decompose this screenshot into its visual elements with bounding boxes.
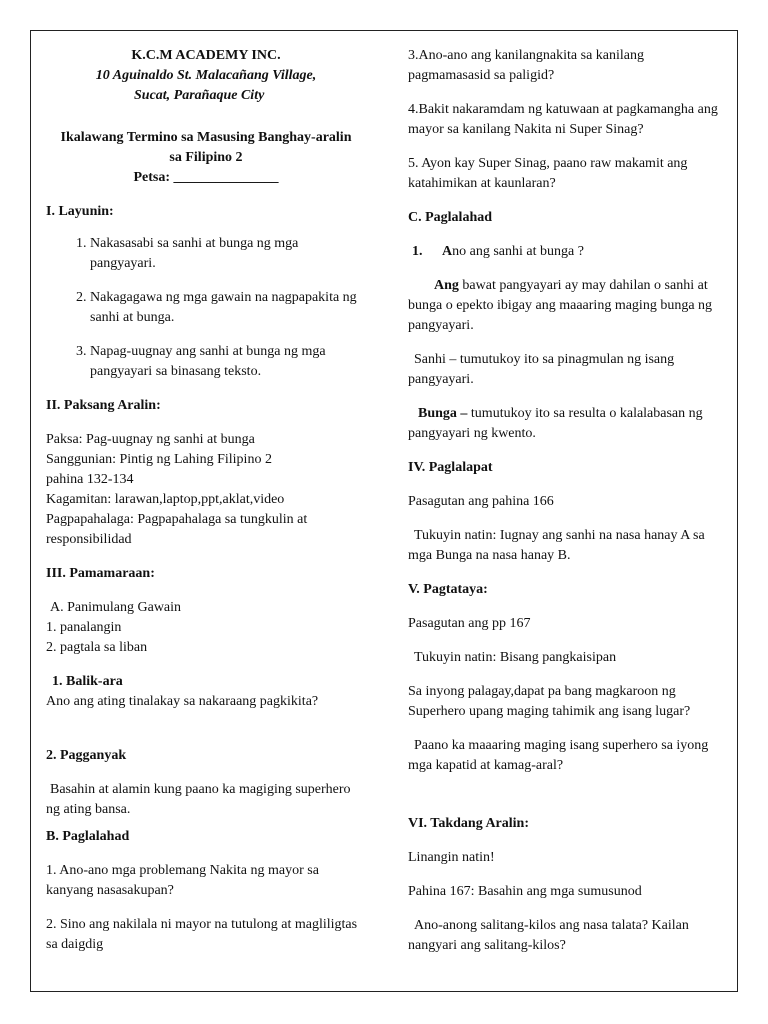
document-title-1: Ikalawang Termino sa Masusing Banghay-aralin	[60, 130, 352, 145]
panimula-item: 2. pagtala sa liban	[46, 640, 148, 655]
question-item: 2. Sino ang nakilala ni mayor na tutulong at magliligtas sa daigdig	[46, 917, 358, 952]
takdang-aralin-line: Ano-anong salitang-kilos ang nasa talata? Kailan nangyari ang salitang-kilos?	[408, 918, 689, 953]
school-name: K.C.M ACADEMY INC.	[131, 48, 281, 63]
question-item: 4.Bakit nakaramdam ng katuwaan at pagkamangha ang mayor sa kanilang Nakita ni Super Sinag?	[408, 102, 718, 137]
paksang-aralin-block	[46, 430, 366, 550]
date-line: Petsa: _______________	[133, 170, 279, 185]
paglalapat-heading: IV. Paglalapat	[408, 460, 493, 475]
sanhi-definition: Sanhi – tumutukoy ito sa pinagmulan ng isang pangyayari.	[408, 352, 675, 387]
question-item: 5. Ayon kay Super Sinag, paano raw makamit ang katahimikan at kaunlaran?	[408, 156, 688, 191]
objective-item: 3. Napag-uugnay ang sanhi at bunga ng mga pangyayari sa binasang teksto.	[90, 342, 366, 382]
pagtataya-line: Tukuyin natin: Bisang pangkaisipan	[414, 650, 617, 665]
pagtataya-line: Pasagutan ang pp 167	[408, 616, 531, 631]
paglalapat-line: Pasagutan ang pahina 166	[408, 494, 554, 509]
paglalapat-line: Tukuyin natin: Iugnay ang sanhi na nasa hanay A sa mga Bunga na nasa hanay B.	[408, 528, 705, 563]
question-number: 1.	[412, 244, 423, 259]
sanhi-bunga-question	[408, 242, 724, 262]
pagpapahalaga-line: Pagpapahalaga: Pagpapahalaga sa tungkulin at responsibilidad	[46, 512, 308, 547]
paksa-line: Paksa: Pag-uugnay ng sanhi at bunga	[46, 432, 255, 447]
address-line-1: 10 Aguinaldo St. Malacañang Village,	[95, 68, 317, 83]
objective-item: 1. Nakasasabi sa sanhi at bunga ng mga pangyayari.	[90, 234, 366, 274]
question-rest: no ang sanhi at bunga ?	[452, 244, 584, 259]
question-item: 3.Ano-ano ang kanilangnakita sa kanilang pagmamasasid sa paligid?	[408, 48, 644, 83]
definition-rest: bawat pangyayari ay may dahilan o sanhi at bunga o epekto ibigay ang maaaring maging bunga ng pangyayari.	[408, 278, 713, 333]
paglalahad-c-heading: C. Paglalahad	[408, 210, 493, 225]
objective-item: 2. Nakagagawa ng mga gawain na nagpapakita ng sanhi at bunga.	[90, 288, 366, 328]
bunga-rest: tumutukoy ito sa resulta o kalalabasan ng pangyayari ng kwento.	[408, 406, 703, 441]
question-first-letter: A	[442, 244, 453, 259]
kagamitan-line: Kagamitan: larawan,laptop,ppt,aklat,video	[46, 492, 285, 507]
sanggunian-line: Sanggunian: Pintig ng Lahing Filipino 2	[46, 452, 272, 467]
paglalahad-b-heading: B. Paglalahad	[46, 829, 130, 844]
document-title-2: sa Filipino 2	[169, 150, 243, 165]
address-line-2: Sucat, Parañaque City	[134, 88, 265, 103]
definition-lead: Ang	[434, 278, 459, 293]
panimula-item: 1. panalangin	[46, 620, 122, 635]
pagganyak-text: Basahin at alamin kung paano ka magiging superhero ng ating bansa.	[46, 782, 351, 817]
balik-ara-text: Ano ang ating tinalakay sa nakaraang pagkikita?	[46, 694, 319, 709]
right-column	[408, 46, 724, 956]
pagtataya-line: Sa inyong palagay,dapat pa bang magkaroon ng Superhero upang maging tahimik ang isang lugar?	[408, 684, 691, 719]
definition-paragraph	[408, 276, 724, 336]
takdang-aralin-heading: VI. Takdang Aralin:	[408, 816, 529, 831]
pahina-line: pahina 132-134	[46, 472, 134, 487]
balik-ara-heading: 1. Balik-ara	[52, 674, 123, 689]
bunga-definition	[408, 404, 724, 444]
panimulang-gawain: A. Panimulang Gawain	[50, 600, 182, 615]
bunga-lead: Bunga –	[418, 406, 468, 421]
pagganyak-heading: 2. Pagganyak	[46, 748, 127, 763]
section-layunin-heading: I. Layunin:	[46, 204, 114, 219]
document-page	[30, 30, 738, 992]
left-column	[46, 46, 366, 955]
takdang-aralin-line: Pahina 167: Basahin ang mga sumusunod	[408, 884, 642, 899]
section-paksang-aralin-heading: II. Paksang Aralin:	[46, 398, 161, 413]
takdang-aralin-line: Linangin natin!	[408, 850, 495, 865]
section-pamamaraan-heading: III. Pamamaraan:	[46, 566, 155, 581]
pagtataya-line: Paano ka maaaring maging isang superhero sa iyong mga kapatid at kamag-aral?	[408, 738, 709, 773]
question-item: 1. Ano-ano mga problemang Nakita ng mayor sa kanyang nasasakupan?	[46, 863, 319, 898]
pagtataya-heading: V. Pagtataya:	[408, 582, 488, 597]
objectives-list	[46, 234, 366, 382]
